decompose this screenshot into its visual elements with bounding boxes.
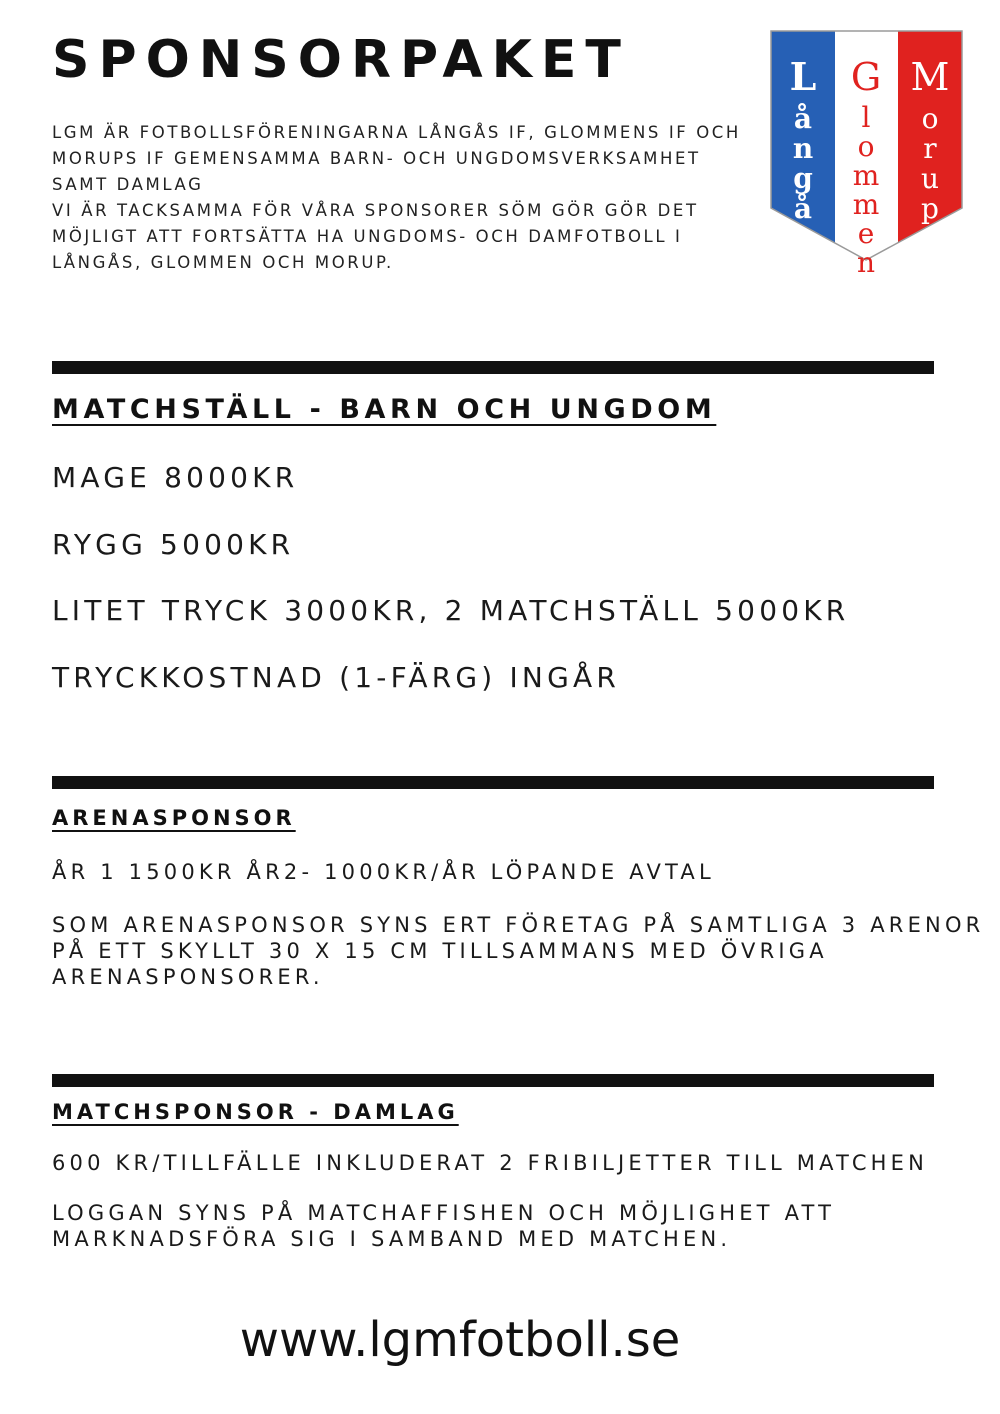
logo-letter: p bbox=[921, 192, 939, 225]
logo-letter: n bbox=[856, 246, 876, 279]
matchsponsor-desc-line: MARKNADSFÖRA SIG I SAMBAND MED MATCHEN. bbox=[52, 1227, 732, 1251]
lgm-logo bbox=[770, 30, 963, 279]
intro-line: VI ÄR TACKSAMMA FÖR VÅRA SPONSORER SÖM GÖR GÖR DET bbox=[52, 201, 699, 220]
matchsponsor-description bbox=[52, 1200, 835, 1252]
page-title: SPONSORPAKET bbox=[52, 30, 630, 90]
logo-letter: G bbox=[850, 55, 882, 99]
arena-desc-line: SOM ARENASPONSOR SYNS ERT FÖRETAG PÅ SAMTLIGA 3 ARENOR bbox=[52, 913, 985, 937]
section-heading-arena: ARENASPONSOR bbox=[52, 806, 296, 830]
logo-letter: s bbox=[795, 222, 811, 255]
section-divider bbox=[52, 361, 934, 374]
arena-desc-line: PÅ ETT SKYLLT 30 X 15 CM TILLSAMMANS MED ÖVRIGA bbox=[52, 939, 828, 963]
price-line: RYGG 5000KR bbox=[52, 528, 295, 561]
logo-letter: m bbox=[852, 159, 880, 192]
section-heading-matchsponsor: MATCHSPONSOR - DAMLAG bbox=[52, 1100, 459, 1124]
matchsponsor-desc-line: LOGGAN SYNS PÅ MATCHAFFISHEN OCH MÖJLIGHET ATT bbox=[52, 1201, 836, 1225]
intro-text bbox=[52, 120, 772, 276]
intro-line: SAMT DAMLAG bbox=[52, 175, 204, 194]
logo-letter: M bbox=[910, 55, 950, 99]
logo-letter: r bbox=[923, 132, 937, 165]
logo-letter: u bbox=[920, 162, 940, 195]
intro-line: MORUPS IF GEMENSAMMA BARN- OCH UNGDOMSVERKSAMHET bbox=[52, 149, 701, 168]
price-line: MAGE 8000KR bbox=[52, 461, 299, 494]
price-line: TRYCKKOSTNAD (1-FÄRG) INGÅR bbox=[52, 661, 620, 694]
logo-letter: m bbox=[852, 188, 880, 221]
matchsponsor-price-text: 600 KR/TILLFÄLLE INKLUDERAT 2 FRIBILJETTER TILL MATCHEN bbox=[52, 1151, 929, 1175]
logo-letter: L bbox=[789, 54, 817, 99]
logo-letter: n bbox=[792, 132, 814, 165]
arena-price-text: ÅR 1 1500KR ÅR2- 1000KR/ÅR LÖPANDE AVTAL bbox=[52, 860, 715, 884]
arena-price bbox=[52, 859, 715, 885]
section-heading-matchstall: MATCHSTÄLL - BARN OCH UNGDOM bbox=[52, 394, 717, 425]
section-divider bbox=[52, 776, 934, 789]
intro-line: LÅNGÅS, GLOMMEN OCH MORUP. bbox=[52, 253, 394, 272]
logo-letter: o bbox=[921, 102, 939, 135]
intro-line: LGM ÄR FOTBOLLSFÖRENINGARNA LÅNGÅS IF, GLOMMENS IF OCH bbox=[52, 123, 741, 142]
intro-line: MÖJLIGT ATT FORTSÄTTA HA UNGDOMS- OCH DAMFOTBOLL I bbox=[52, 227, 683, 246]
price-line: LITET TRYCK 3000KR, 2 MATCHSTÄLL 5000KR bbox=[52, 594, 850, 627]
website-url[interactable]: www.lgmfotboll.se bbox=[239, 1312, 681, 1368]
logo-letter: g bbox=[793, 162, 813, 195]
matchsponsor-price bbox=[52, 1150, 928, 1176]
logo-letter: e bbox=[857, 217, 875, 250]
logo-letter: å bbox=[793, 102, 813, 135]
section-divider bbox=[52, 1074, 934, 1087]
arena-desc-line: ARENASPONSORER. bbox=[52, 965, 324, 989]
logo-letter: å bbox=[793, 192, 813, 225]
logo-letter: o bbox=[857, 130, 875, 163]
arena-description bbox=[52, 912, 984, 990]
logo-letter: l bbox=[861, 101, 871, 134]
